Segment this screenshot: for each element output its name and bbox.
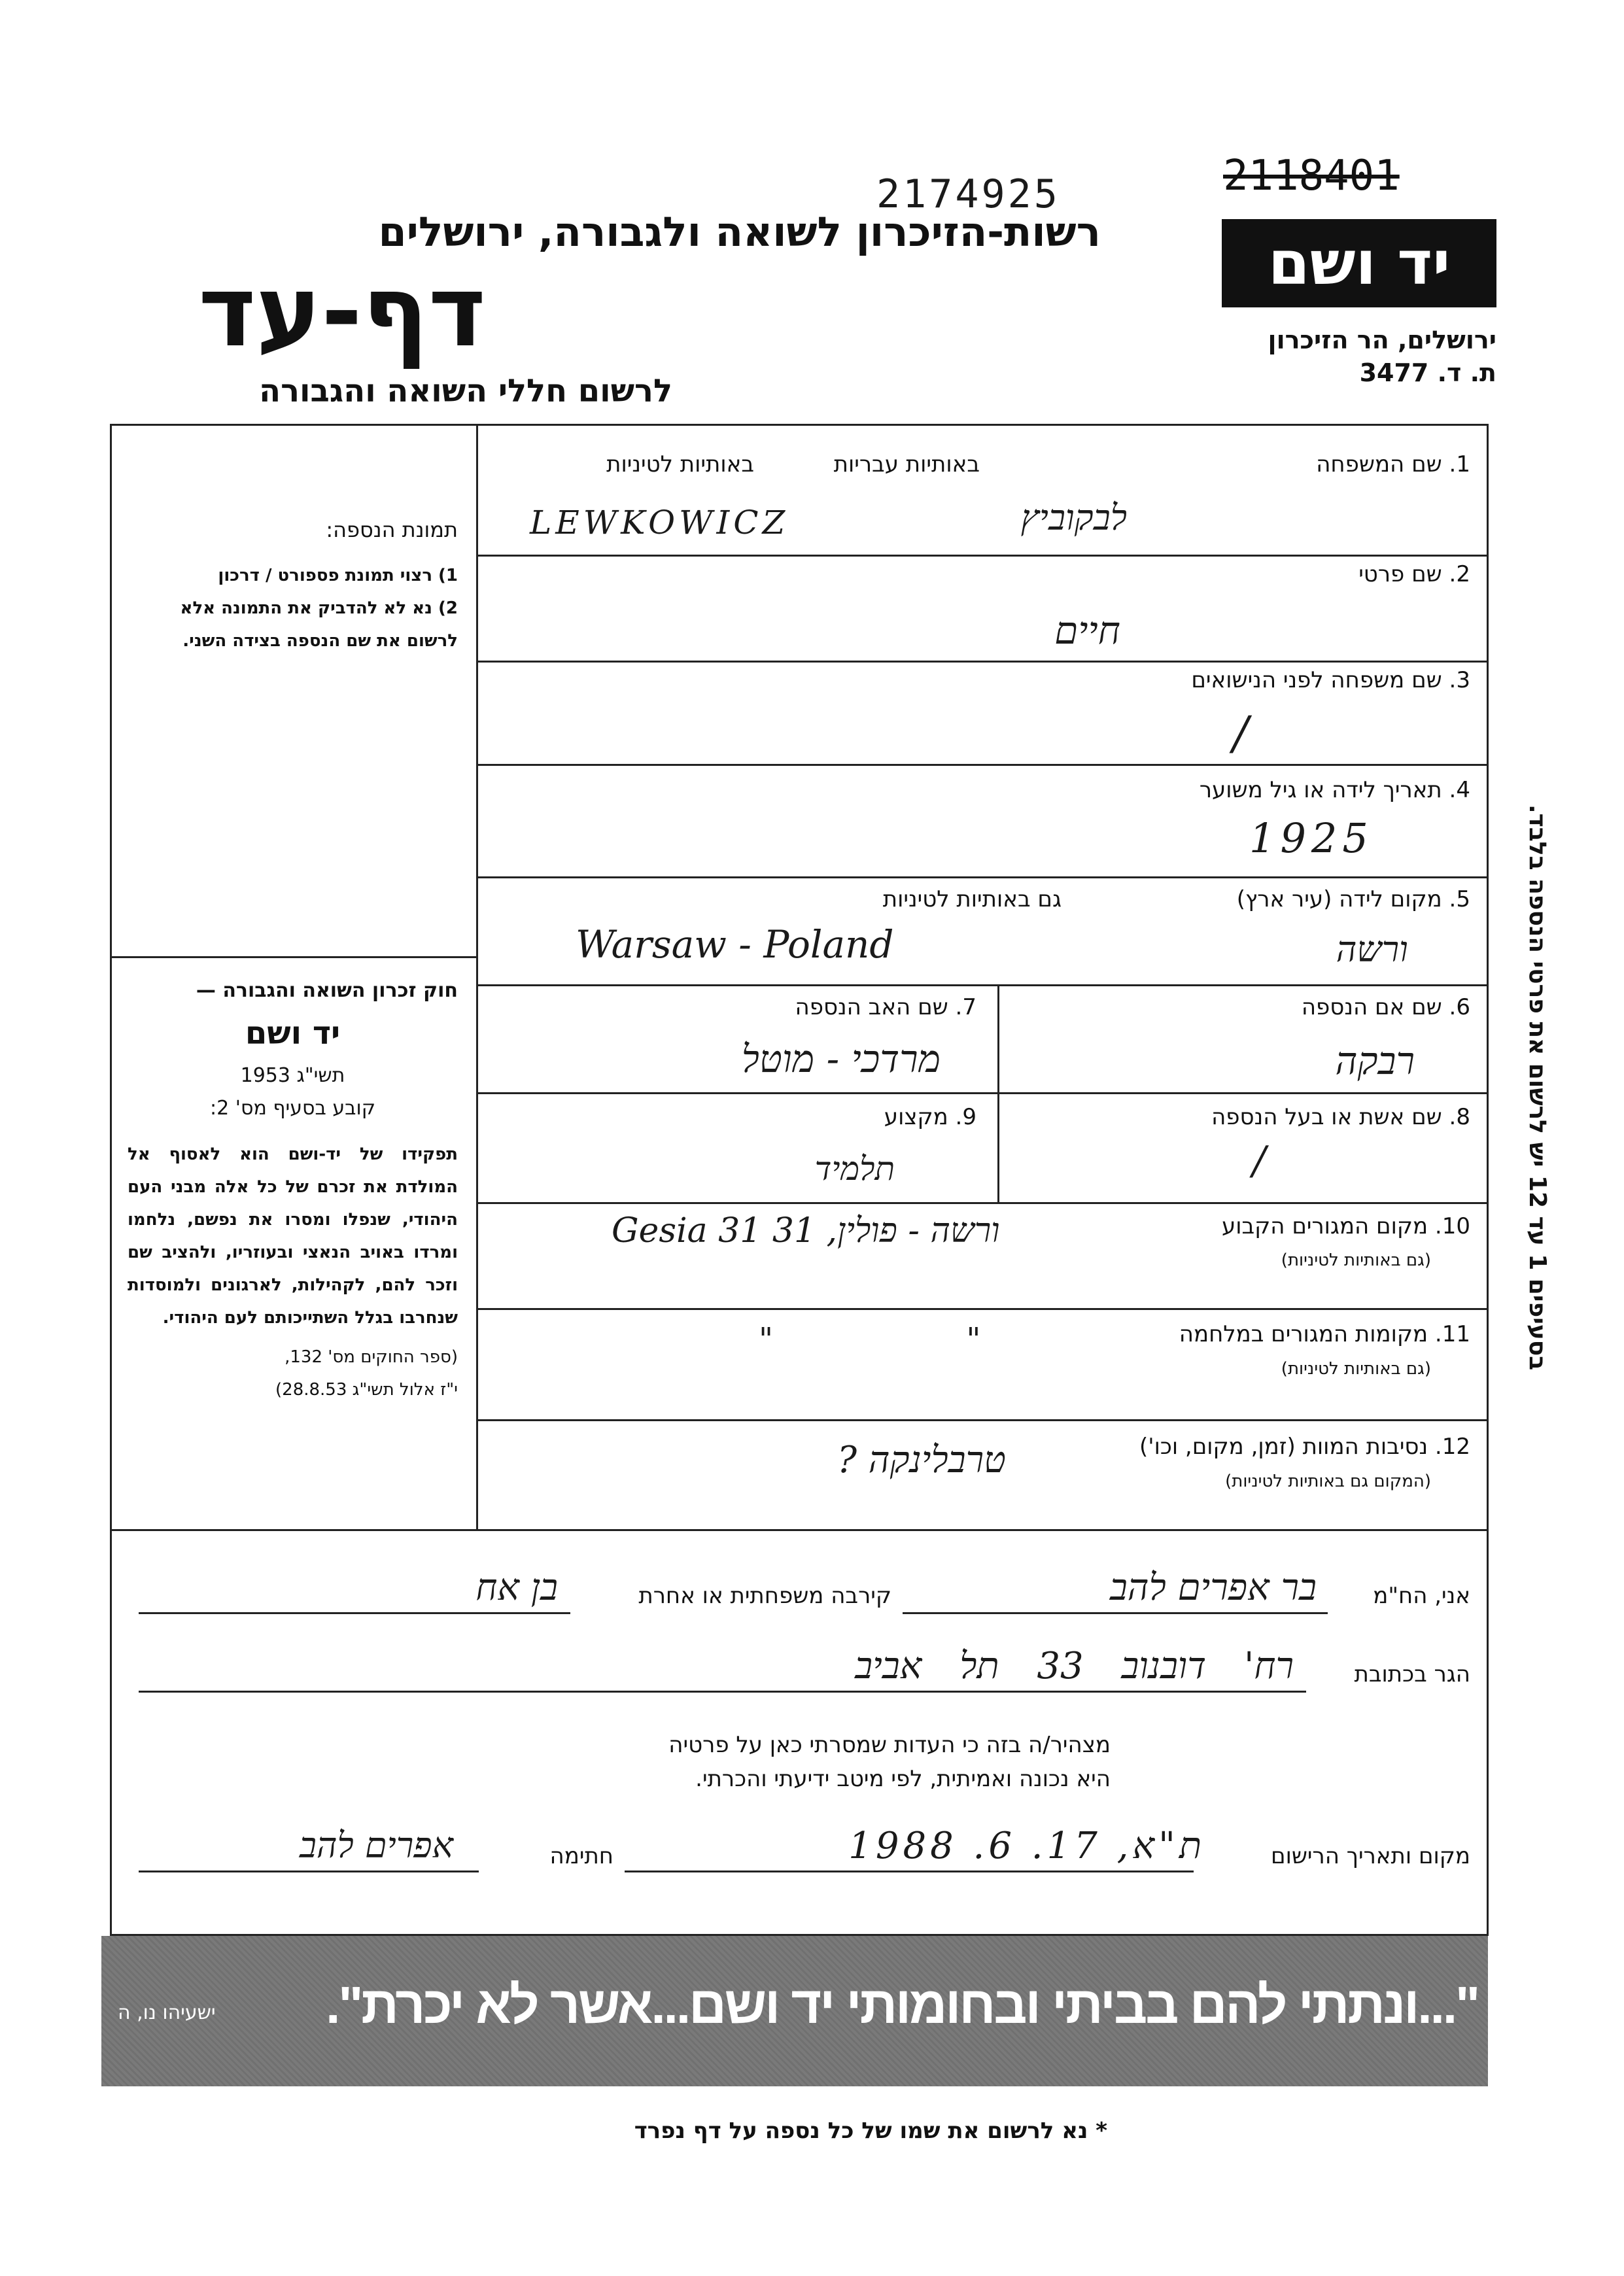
row-line: [476, 661, 1489, 663]
decl-address-line: [139, 1691, 1306, 1693]
logo-text: יד ושם: [1268, 228, 1451, 298]
serial-old: 2118401: [1223, 152, 1400, 200]
f3-value: /: [1233, 706, 1249, 760]
photo-note-title: תמונת הנספה:: [326, 517, 458, 542]
row-line: [476, 1308, 1489, 1310]
banner-source: ישעיהו נו, ה: [118, 2001, 216, 2024]
footer-note: [634, 2118, 1107, 2144]
row-line: [476, 764, 1489, 766]
decl-signature-label: חתימה: [549, 1843, 613, 1869]
photo-note-item1: 1) רצוי תמונת פספורט / דרכון: [218, 566, 458, 585]
row-line: [476, 876, 1489, 878]
f11-sub: (גם באותיות לטיניות): [1281, 1359, 1431, 1379]
col-hebrew-label: באותיות עבריות: [833, 451, 980, 477]
decl-place-date: ת"א, 17. 6. 1988: [848, 1825, 1205, 1867]
f4-value: 1925: [1249, 814, 1373, 862]
f5-value-hebrew: ורשה: [1336, 929, 1408, 970]
decl-signature-line: [139, 1871, 479, 1872]
f6-value: רבקה: [1335, 1039, 1415, 1083]
decl-signature: אפרים להב: [299, 1825, 453, 1866]
row-line: [476, 1419, 1489, 1421]
decl-place-date-line: [625, 1871, 1194, 1872]
f10-value: Gesia 31 ורשה - פולין, 31: [612, 1211, 1000, 1250]
row-line: [476, 555, 1489, 557]
f7-value: מרדכי - מוטל: [741, 1037, 941, 1081]
decl-address: רח' דובנוב 33 תל אביב: [855, 1645, 1294, 1687]
f1-label: 1. שם המשפחה: [1316, 451, 1470, 477]
decl-statement-1: מצהיר/ה בזה כי העדות שמסרתי כאן על פרטיה: [668, 1732, 1111, 1758]
serial-new: 2174925: [876, 171, 1060, 217]
f5-value-latin: Warsaw - Poland: [576, 922, 894, 967]
decl-relation-line: [139, 1612, 570, 1614]
photo-note: [128, 513, 458, 657]
f7-label: 7. שם האב הנספה: [795, 994, 976, 1020]
banner-quote: "...ונתתי להם בביתי ובחומותי יד ושם...אשר לא יכרת".: [326, 1976, 1478, 2034]
f8-label: 8. שם אשת או בעל הנספה: [1211, 1104, 1470, 1130]
f12-sub: (המקום גם באותיות לטיניות): [1225, 1472, 1431, 1491]
left-column-divider: [476, 424, 478, 1529]
left-column-split: [110, 956, 477, 958]
f6-label: 6. שם אם הנספה: [1301, 994, 1470, 1020]
yad-vashem-logo: [1222, 219, 1496, 307]
f3-label: 3. שם משפחה לפני הנישואים: [1191, 667, 1470, 693]
f11-label: 11. מקומות המגורים במלחמה: [1179, 1321, 1470, 1347]
decl-statement-2: היא נכונה ואמיתית, לפי מיטב ידיעתי והכרתי.: [695, 1766, 1111, 1792]
decl-name-line: [903, 1612, 1328, 1614]
f9-label: 9. מקצוע: [884, 1104, 976, 1130]
decl-address-label: הגר בכתובת: [1354, 1661, 1470, 1687]
row-split-6-7: [997, 984, 999, 1202]
law-note-year: תשי"ג 1953: [240, 1064, 345, 1087]
f4-label: 4. תאריך לידה או גיל משוער: [1199, 777, 1470, 803]
f8-value: /: [1253, 1138, 1266, 1184]
law-note: [128, 974, 458, 1406]
f2-label: 2. שם פרטי: [1358, 561, 1470, 587]
law-note-ref2: י"ז אלול תשי"ג 28.8.53): [275, 1380, 458, 1400]
form-title: דף-עד: [198, 255, 486, 369]
row-line: [476, 1202, 1489, 1204]
f10-label: 10. מקום המגורים הקבוע: [1221, 1213, 1470, 1239]
decl-relation: בן אח: [475, 1566, 558, 1609]
decl-name: בר אפרים להב: [1109, 1566, 1317, 1609]
f12-value: טרבלינקה ?: [837, 1439, 1006, 1481]
f11-value: " ": [759, 1321, 981, 1358]
law-note-body: תפקידו של יד-ושם הוא לאסוף אל המולדת את זכרם של כל אלה מבני העם היהודי, שנפלו ומסרו את נפשם, נלחמו ומרדו באויב הנאצי ובעוזריו, ולהציב שם וזכר להם, לקהילות, לארגונים ולמוסדות שנחרבו בגלל השתייכותם לעם היהודי.: [128, 1145, 458, 1328]
org-line: רשות-הזיכרון לשואה ולגבורה, ירושלים: [378, 208, 1101, 256]
decl-place-date-label: מקום ותאריך הרישום: [1271, 1843, 1470, 1869]
law-note-line1: חוק זכרון השואה והגבורה —: [196, 979, 458, 1002]
side-instruction: בסעיפים 1 עד 12 יש לרשום את פרטי הנספה בלבד.: [1524, 804, 1551, 1371]
f1-value-latin: LEWKOWICZ: [530, 504, 789, 542]
form-subtitle: לרשום חללי השואה והגבורה: [259, 373, 672, 409]
col-latin-label: באותיות לטיניות: [606, 451, 754, 477]
address-line-1: ירושלים, הר הזיכרון: [1268, 326, 1496, 354]
decl-relation-label: קירבה משפחתית או אחרת: [638, 1583, 891, 1609]
address-line-2: ת. ד. 3477: [1359, 358, 1496, 387]
law-note-logo: יד ושם: [245, 1015, 341, 1052]
f9-value: תלמיד: [814, 1150, 895, 1188]
row-line: [476, 1092, 1489, 1094]
f5-label-latin: גם באותיות לטיניות: [882, 886, 1062, 912]
footer-text: נא לרשום את שמו של כל נספה על דף נפרד: [634, 2118, 1088, 2144]
f1-value-hebrew: לבקוביץ: [1020, 497, 1127, 538]
quote-banner: [101, 1936, 1488, 2086]
f2-value: חיים: [1054, 608, 1120, 653]
f10-sub: (גם באותיות לטיניות): [1281, 1250, 1431, 1270]
row-line: [476, 984, 1489, 986]
footer-star: *: [1096, 2118, 1107, 2144]
f5-label: 5. מקום לידה (עיר ארץ): [1236, 886, 1470, 912]
f12-label: 12. נסיבות המוות (זמן, מקום, וכו'): [1139, 1434, 1470, 1460]
law-note-clause: קובע בסעיף מס' 2:: [210, 1097, 375, 1120]
form-bottom-line: [110, 1529, 1489, 1531]
photo-note-item2: 2) נא לא להדביק את התמונה אלא לרשום את שם הנספה בצידה השני.: [180, 598, 458, 651]
law-note-ref1: (ספר החוקים מס' 132,: [285, 1347, 458, 1367]
decl-i-label: אני, הח"מ: [1373, 1583, 1470, 1609]
